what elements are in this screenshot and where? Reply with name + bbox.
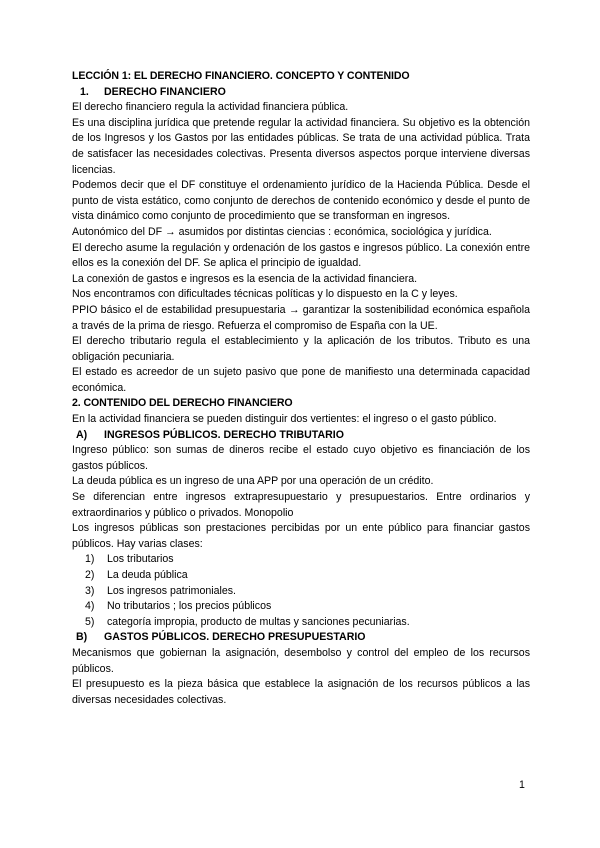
paragraph: Se diferencian entre ingresos extrapresupuestario y presupuestarios. Entre ordinarios y extraordinarios y público o privados. Monopolio xyxy=(72,491,530,519)
list-item-number: 1) xyxy=(85,553,95,566)
paragraph: El estado es acreedor de un sujeto pasivo que pone de manifiesto una determinada capacidad económica. xyxy=(72,366,530,394)
paragraph: Mecanismos que gobiernan la asignación, desembolso y control del empleo de los recursos públicos. xyxy=(72,646,530,675)
list-item xyxy=(72,599,530,615)
subsection-b-title: GASTOS PÚBLICOS. DERECHO PRESUPUESTARIO xyxy=(104,631,366,644)
subsection-a-title: INGRESOS PÚBLICOS. DERECHO TRIBUTARIO xyxy=(104,428,344,441)
section-1-title: DERECHO FINANCIERO xyxy=(104,85,226,98)
list-item-number: 5) xyxy=(85,615,95,628)
list-item-number: 3) xyxy=(85,584,95,597)
document-page xyxy=(72,69,530,708)
paragraph: Nos encontramos con dificultades técnicas políticas y lo dispuesto en la C y leyes. xyxy=(72,288,458,301)
list-item xyxy=(72,568,530,584)
subsection-b-heading xyxy=(72,630,530,646)
subsection-b-label: B) xyxy=(76,631,88,644)
paragraph: PPIO básico el de estabilidad presupuestaria → garantizar la sostenibilidad económica española a través de la prima de riesgo. Refuerza el compromiso de España con la UE. xyxy=(72,303,530,332)
income-types-list xyxy=(72,552,530,630)
subsection-a-heading xyxy=(72,428,530,444)
list-item xyxy=(72,552,530,568)
paragraph: La deuda pública es un ingreso de una APP por una operación de un crédito. xyxy=(72,475,434,488)
paragraph: Es una disciplina jurídica que pretende regular la actividad financiera. Su objetivo es la obtención de los Ingresos y los Gastos por las entidades públicas. Se trata de una actividad pública. Trata de satisfacer las necesidades colectivas. Presenta diversos aspectos porque interviene diversas licencias. xyxy=(72,116,530,176)
section-2-heading: 2. CONTENIDO DEL DERECHO FINANCIERO xyxy=(72,397,293,410)
section-1-number: 1. xyxy=(80,85,89,98)
paragraph: Podemos decir que el DF constituye el ordenamiento jurídico de la Hacienda Pública. Desde el punto de vista estático, como conjunto de derechos de contenido económico y desde el punto de vista dinámico como conjunto de procedimiento que se transforman en ingresos. xyxy=(72,179,530,223)
lesson-title: LECCIÓN 1: EL DERECHO FINANCIERO. CONCEPTO Y CONTENIDO xyxy=(72,70,410,82)
list-item-number: 2) xyxy=(85,569,95,581)
list-item-text: Los ingresos patrimoniales. xyxy=(107,584,236,597)
list-item xyxy=(72,615,530,631)
list-item-text: No tributarios ; los precios públicos xyxy=(107,600,272,613)
paragraph: El derecho financiero regula la actividad financiera pública. xyxy=(72,101,349,114)
list-item xyxy=(72,584,530,600)
paragraph: En la actividad financiera se pueden distinguir dos vertientes: el ingreso o el gasto público. xyxy=(72,413,497,426)
paragraph: Ingreso público: son sumas de dineros recibe el estado cuyo objetivo es financiación de los gastos públicos. xyxy=(72,444,530,472)
list-item-text: categoría impropia, producto de multas y sanciones pecuniarias. xyxy=(107,615,410,628)
paragraph: El derecho tributario regula el establecimiento y la aplicación de los tributos. Tributo es una obligación pecuniaria. xyxy=(72,335,530,363)
list-item-text: La deuda pública xyxy=(107,569,188,581)
paragraph: Autonómico del DF → asumidos por distintas ciencias : económica, sociológica y jurídica. xyxy=(72,225,492,238)
paragraph: El presupuesto es la pieza básica que establece la asignación de los recursos públicos a las diversas necesidades colectivas. xyxy=(72,678,530,706)
paragraph: La conexión de gastos e ingresos es la esencia de la actividad financiera. xyxy=(72,272,418,285)
subsection-a-label: A) xyxy=(76,428,88,441)
section-1-heading xyxy=(72,85,530,101)
paragraph: Los ingresos públicas son prestaciones percibidas por un ente público para financiar gastos públicos. Hay varias clases: xyxy=(72,522,530,550)
page-number: 1 xyxy=(519,779,525,791)
list-item-number: 4) xyxy=(85,600,95,613)
paragraph: El derecho asume la regulación y ordenación de los gastos e ingresos público. La conexión entre ellos es la conexión del DF. Se aplica el principio de igualdad. xyxy=(72,241,530,270)
list-item-text: Los tributarios xyxy=(107,553,174,566)
